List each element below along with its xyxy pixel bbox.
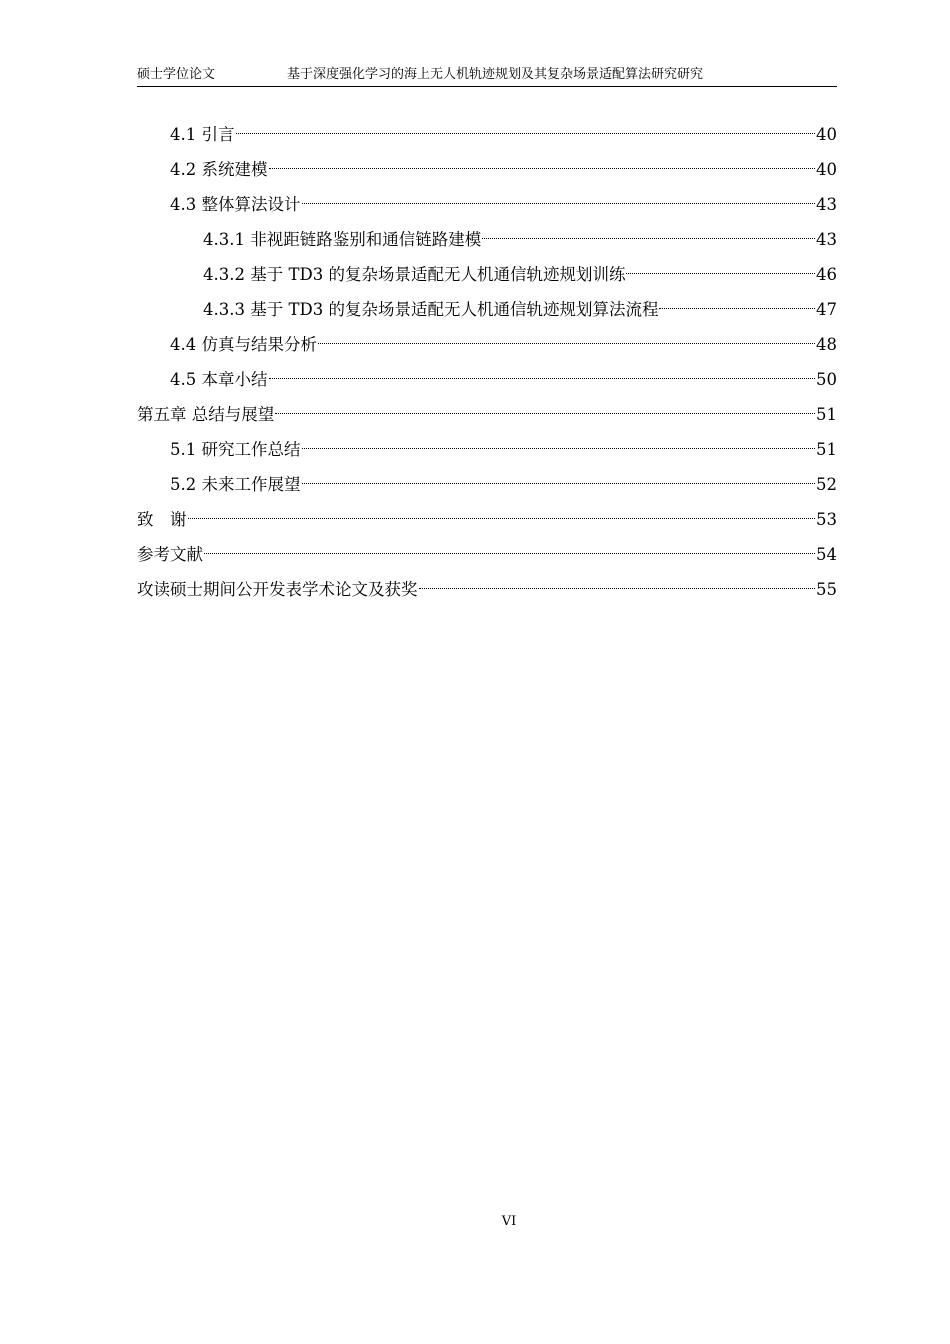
toc-entry-4-3-1[interactable] [137, 222, 837, 257]
toc-entry-page: 51 [816, 440, 837, 459]
toc-entry-5-2[interactable] [137, 467, 837, 502]
toc-entry-title: 致 谢 [137, 510, 187, 529]
toc-entry-page: 53 [816, 510, 837, 529]
toc-entry-title: 5.1 研究工作总结 [170, 440, 301, 459]
toc-dot-leader [659, 308, 815, 309]
toc-entry-references[interactable] [137, 537, 837, 572]
toc-entry-title: 参考文献 [137, 545, 203, 564]
toc-entry-5-1[interactable] [137, 432, 837, 467]
toc-entry-title: 4.3.2 基于 TD3 的复杂场景适配无人机通信轨迹规划训练 [203, 265, 626, 284]
toc-entry-title: 4.4 仿真与结果分析 [170, 335, 317, 354]
toc-entry-title: 攻读硕士期间公开发表学术论文及获奖 [137, 580, 418, 599]
toc-entry-page: 50 [816, 370, 837, 389]
toc-dot-leader [302, 483, 816, 484]
toc-entry-title: 4.5 本章小结 [170, 370, 268, 389]
toc-entry-chapter-5[interactable] [137, 397, 837, 432]
toc-entry-title: 4.3 整体算法设计 [170, 195, 301, 214]
toc-entry-acknowledgements[interactable] [137, 502, 837, 537]
page-header [137, 66, 837, 87]
toc-dot-leader [302, 203, 816, 204]
toc-entry-title: 第五章 总结与展望 [137, 405, 275, 424]
toc-entry-4-3[interactable] [137, 187, 837, 222]
toc-entry-page: 40 [816, 125, 837, 144]
table-of-contents [137, 117, 837, 607]
toc-entry-page: 48 [816, 335, 837, 354]
toc-dot-leader [302, 448, 816, 449]
toc-entry-4-3-3[interactable] [137, 292, 837, 327]
toc-entry-page: 54 [816, 545, 837, 564]
toc-dot-leader [419, 588, 816, 589]
toc-entry-page: 43 [816, 230, 837, 249]
header-thesis-title: 基于深度强化学习的海上无人机轨迹规划及其复杂场景适配算法研究研究 [287, 67, 704, 82]
toc-dot-leader [482, 238, 815, 239]
toc-entry-4-2[interactable] [137, 152, 837, 187]
toc-entry-title: 5.2 未来工作展望 [170, 475, 301, 494]
toc-entry-title: 4.2 系统建模 [170, 160, 268, 179]
toc-dot-leader [269, 378, 816, 379]
toc-dot-leader [269, 168, 816, 169]
toc-entry-page: 51 [816, 405, 837, 424]
toc-dot-leader [236, 133, 816, 134]
toc-dot-leader [318, 343, 815, 344]
toc-entry-page: 55 [816, 580, 837, 599]
toc-entry-title: 4.3.1 非视距链路鉴别和通信链路建模 [203, 230, 482, 249]
toc-entry-page: 47 [816, 300, 837, 319]
page-number: VI [501, 1214, 517, 1229]
header-thesis-type: 硕士学位论文 [137, 67, 216, 82]
toc-dot-leader [188, 518, 816, 519]
toc-entry-4-5[interactable] [137, 362, 837, 397]
toc-entry-4-4[interactable] [137, 327, 837, 362]
toc-entry-4-1[interactable] [137, 117, 837, 152]
toc-dot-leader [275, 413, 815, 414]
toc-dot-leader [204, 553, 815, 554]
toc-entry-page: 46 [816, 265, 837, 284]
toc-entry-title: 4.3.3 基于 TD3 的复杂场景适配无人机通信轨迹规划算法流程 [203, 300, 659, 319]
toc-entry-page: 52 [816, 475, 837, 494]
toc-entry-publications[interactable] [137, 572, 837, 607]
toc-entry-page: 40 [816, 160, 837, 179]
toc-entry-title: 4.1 引言 [170, 125, 235, 144]
toc-dot-leader [626, 273, 815, 274]
toc-entry-page: 43 [816, 195, 837, 214]
toc-entry-4-3-2[interactable] [137, 257, 837, 292]
